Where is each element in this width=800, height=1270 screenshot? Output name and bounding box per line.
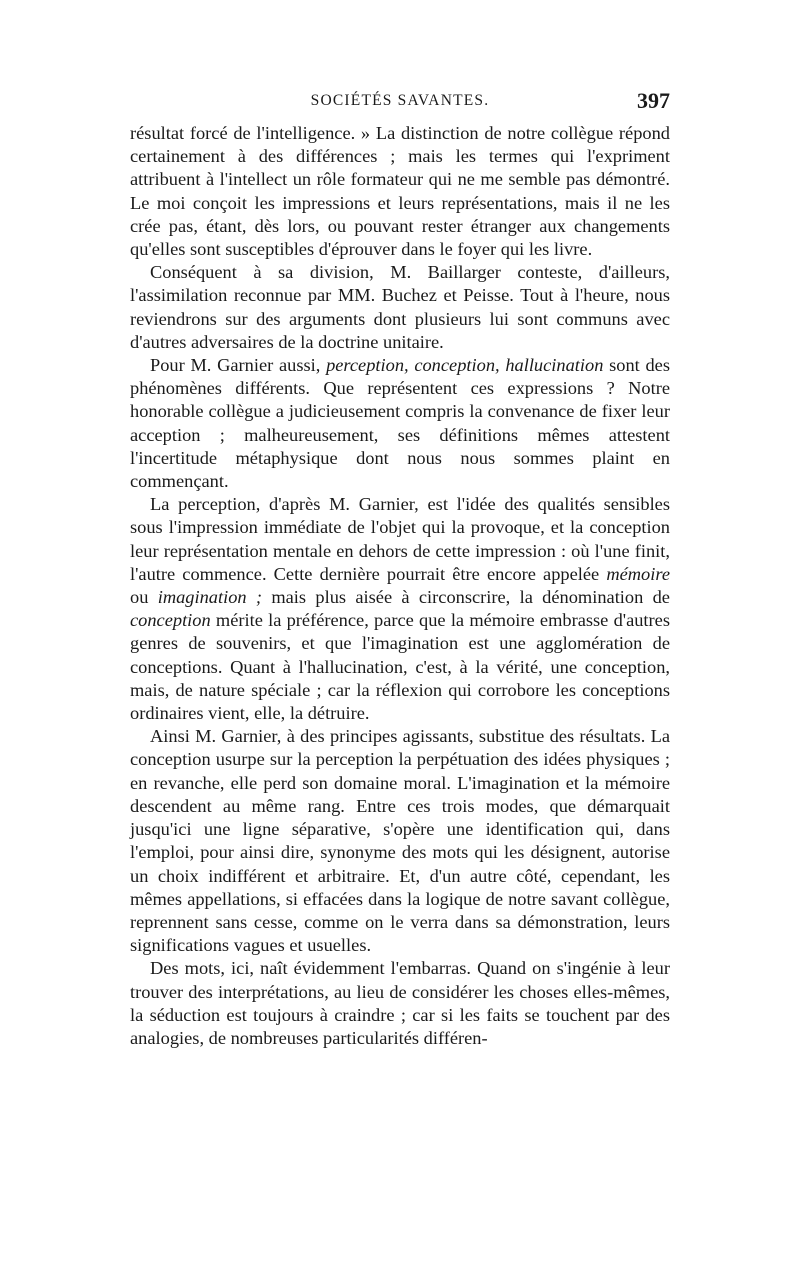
italic-term: imagination ; [157, 587, 263, 608]
paragraph [130, 261, 670, 354]
text-run: Des mots, ici, naît évidemment l'embarras. Quand on s'ingénie à leur trouver des interprétations, au lieu de considérer les choses elles-mêmes, la séduction est toujours à craindre ; car si les faits se touchent par des analogies, de nombreuses particularités différen- [130, 958, 670, 1048]
italic-term: conception [130, 610, 211, 631]
paragraph [130, 122, 670, 261]
text-run: Pour M. Garnier aussi, [150, 355, 327, 376]
italic-terms: perception, conception, hallucination [326, 355, 604, 376]
text-run: La perception, d'après M. Garnier, est l'idée des qualités sensibles sous l'impression immédiate de l'objet qui la provoque, et la conception leur représentation mentale en dehors de cette impression : où l'une finit, l'autre commence. Cette dernière pourrait être encore appelée [130, 494, 670, 584]
text-run: mérite la préférence, parce que la mémoire embrasse d'autres genres de souvenirs, et que l'imagination est une agglomération de conceptions. Quant à l'hallucination, c'est, à la vérité, une conception, mais, de nature spéciale ; car la réflexion qui corrobore les conceptions ordinaires vient, elle, la détruire. [130, 610, 670, 724]
page-header [130, 88, 670, 122]
italic-term: mémoire [606, 563, 670, 584]
paragraph [130, 493, 670, 725]
text-run: résultat forcé de l'intelligence. » La distinction de notre collègue répond certainement à des différences ; mais les termes qui l'expriment attribuent à l'intellect un rôle formateur qui ne me semble pas démontré. Le moi conçoit les impressions et leurs représentations, mais il ne les crée pas, étant, dès lors, ou pouvant rester étranger aux changements qu'elles sont susceptibles d'éprouver dans le foyer qui les livre. [130, 123, 670, 260]
paragraph [130, 725, 670, 957]
page-number: 397 [637, 88, 670, 113]
paragraph [130, 957, 670, 1050]
text-run: ou [130, 587, 158, 608]
running-title: SOCIÉTÉS SAVANTES. [310, 92, 490, 109]
paragraph [130, 354, 670, 493]
text-run: sont des phénomènes différents. Que représentent ces expressions ? Notre honorable collègue a judicieusement compris la convenance de fixer leur acception ; malheureusement, ses définitions mêmes attestent l'incertitude métaphysique dont nous nous sommes plaint en commençant. [130, 355, 670, 492]
book-page [130, 88, 670, 1050]
body-text [130, 122, 670, 1050]
text-run: Conséquent à sa division, M. Baillarger conteste, d'ailleurs, l'assimilation reconnue par MM. Buchez et Peisse. Tout à l'heure, nous reviendrons sur des arguments dont plusieurs lui sont communs avec d'autres adversaires de la doctrine unitaire. [130, 262, 670, 352]
text-run: Ainsi M. Garnier, à des principes agissants, substitue des résultats. La conception usurpe sur la perception la perpétuation des idées physiques ; en revanche, elle perd son domaine moral. L'imagination et la mémoire descendent au même rang. Entre ces trois modes, que démarquait jusqu'ici une ligne séparative, s'opère une identification qui, dans l'emploi, pour ainsi dire, synonyme des mots qui les désignent, autorise un choix indifférent et arbitraire. Et, d'un autre côté, cependant, les mêmes appellations, si effacées dans la logique de notre savant collègue, reprennent sans cesse, comme on le verra dans sa démonstration, leurs significations vagues et usuelles. [130, 726, 670, 956]
text-run: mais plus aisée à circonscrire, la dénomination de [262, 587, 670, 608]
